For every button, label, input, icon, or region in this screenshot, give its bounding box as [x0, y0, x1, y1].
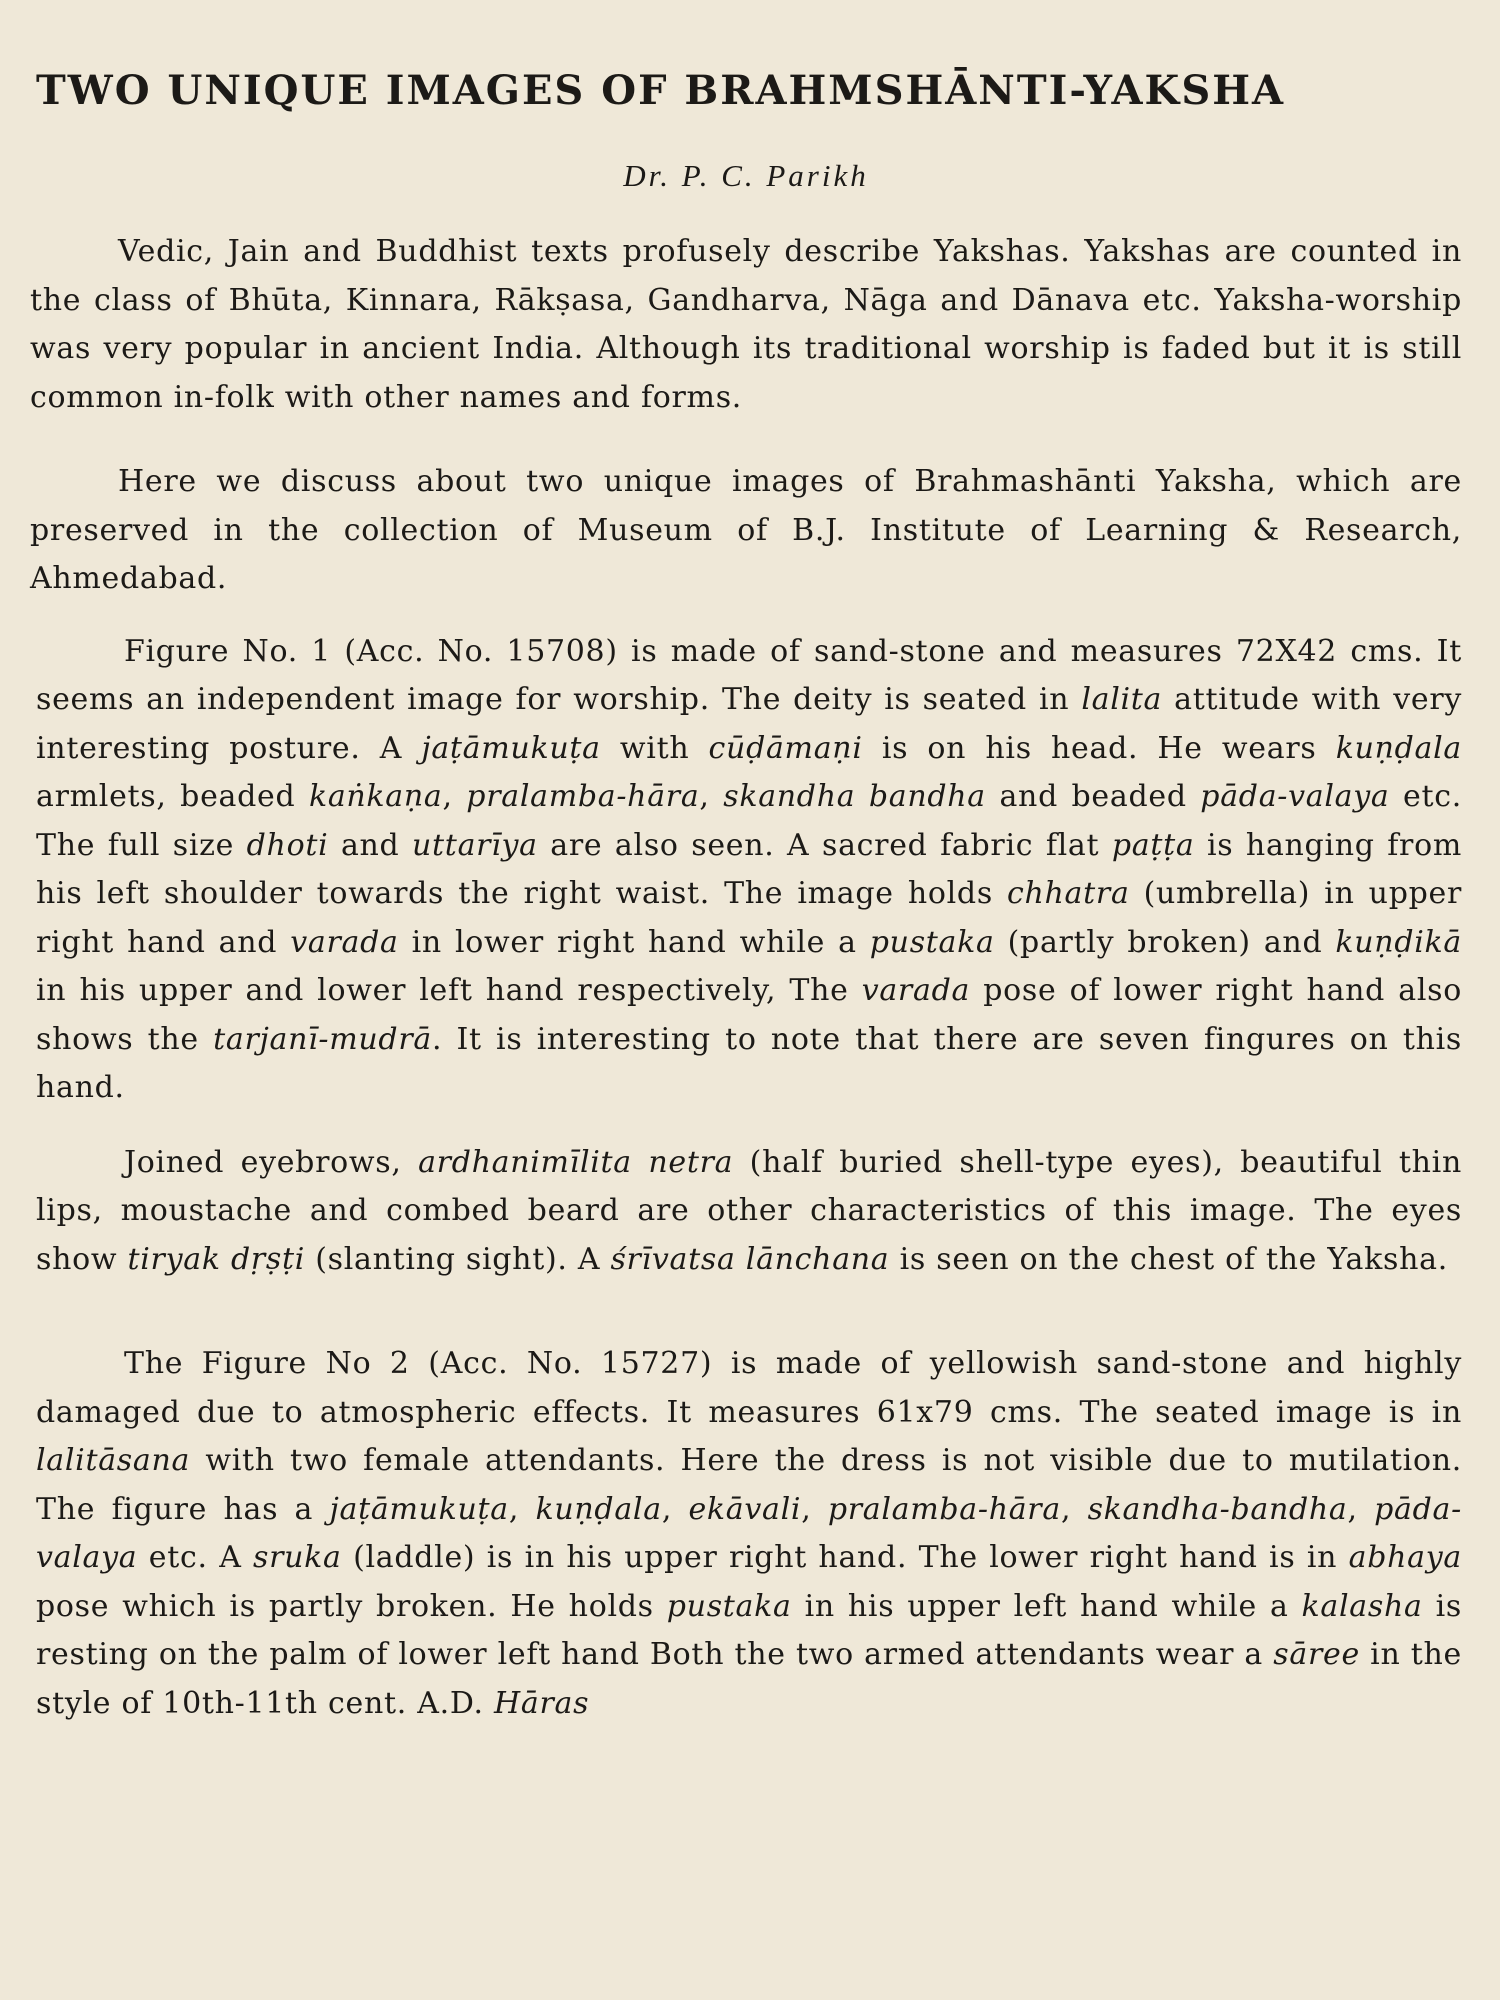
article-title: TWO UNIQUE IMAGES OF BRAHMSHĀNTI-YAKSHA: [36, 67, 1286, 114]
italic-term: paṭṭa: [1111, 827, 1195, 863]
italic-term: varada: [290, 924, 399, 960]
text-run: in the style of 10th-11th cent. A.D.: [36, 1637, 1462, 1721]
text-run: ,: [442, 779, 467, 814]
text-run: (half buried shell-type eyes), beautiful thin lips, moustache and combed beard are other characteristics of this image. The eyes show: [36, 1144, 1462, 1277]
text-run: and beaded: [985, 779, 1201, 814]
text-run: etc. A: [137, 1540, 253, 1575]
text-run: . It is interesting to note that there are seven fingures on this hand.: [36, 1021, 1462, 1105]
text-run: ,: [508, 1491, 536, 1527]
paragraph-discussion: [30, 458, 1462, 604]
text-run: (laddle) is in his upper right hand. The lower right hand is in: [341, 1540, 1349, 1575]
text-run: ,: [1347, 1491, 1375, 1527]
text-run: with: [600, 730, 709, 766]
italic-term: ardhanimīlita netra: [418, 1144, 734, 1180]
text-run: and: [328, 827, 413, 863]
text-run: Vedic, Jain and Buddhist texts profusely describe Yakshas. Yakshas are counted in the class of Bhūta, Kinnara, Rākṣasa, Gandharva, Nāga and Dānava etc. Yaksha-worship was very popular in ancient India. Although its traditional worship is faded but it is still common in-folk with other names and forms.: [30, 234, 1462, 415]
paragraph-intro: [30, 228, 1462, 422]
text-run: are also seen. A sacred fabric flat: [537, 827, 1112, 863]
italic-term: pāda-valaya: [36, 1491, 1462, 1575]
paragraph-figure-2: [30, 1340, 1462, 1728]
text-run: (slanting sight). A: [305, 1241, 611, 1277]
italic-term: cūḍāmaṇi: [708, 730, 863, 766]
text-run: ,: [661, 1491, 689, 1527]
italic-term: tarjanī-mudrā: [213, 1021, 432, 1057]
italic-term: lalita: [1081, 682, 1163, 717]
italic-term: chhatra: [1007, 876, 1130, 911]
italic-term: abhaya: [1348, 1540, 1462, 1575]
italic-term: kalasha: [1301, 1588, 1423, 1624]
text-run: etc. The full size: [36, 779, 1462, 863]
text-run: pose which is partly broken. He holds: [36, 1588, 667, 1624]
text-run: ,: [699, 779, 724, 814]
italic-term: pāda-valaya: [1200, 779, 1390, 814]
italic-term: sāree: [1273, 1637, 1360, 1672]
italic-term: pralamba-hāra: [827, 1491, 1061, 1527]
text-run: ,: [801, 1491, 828, 1527]
italic-term: jaṭāmukuṭa: [421, 730, 601, 766]
italic-term: pustaka: [666, 1588, 792, 1624]
italic-term: kuṇḍala: [1335, 730, 1462, 766]
italic-term: kuṇḍikā: [1335, 924, 1462, 960]
text-run: Here we discuss about two unique images of Brahmashānti Yaksha, which are preserved in the collection of Museum of B.J. Institute of Learning & Research, Ahmedabad.: [30, 464, 1462, 596]
text-run: in his upper and lower left hand respectively, The: [36, 973, 862, 1008]
text-run: (umbrella) in upper right hand and: [36, 876, 1463, 960]
text-run: is resting on the palm of lower left hand Both the two armed attendants wear a: [36, 1588, 1462, 1672]
text-run: armlets, beaded: [36, 779, 309, 814]
italic-term: kaṅkaṇa: [308, 779, 443, 814]
italic-term: jaṭāmukuṭa: [329, 1491, 509, 1527]
paragraph-figure-1: [30, 628, 1462, 1113]
italic-term: pustaka: [869, 924, 995, 960]
text-run: is seen on the chest of the Yaksha.: [889, 1241, 1448, 1277]
italic-term: varada: [861, 973, 971, 1008]
text-run: Joined eyebrows,: [124, 1144, 419, 1180]
italic-term: lalitāsana: [36, 1443, 191, 1478]
italic-term: ekāvali: [688, 1491, 802, 1527]
italic-term: śrīvatsa lānchana: [610, 1241, 890, 1277]
italic-term: pralamba-hāra: [466, 779, 700, 814]
text-run: ,: [1060, 1491, 1088, 1527]
italic-term: Hāras: [494, 1685, 590, 1721]
italic-term: kuṇḍala: [535, 1491, 662, 1527]
text-run: pose of lower right hand also shows the: [36, 973, 1462, 1057]
text-run: is on his head. He wears: [862, 730, 1336, 766]
text-run: attitude with very interesting posture. A: [36, 682, 1463, 766]
text-run: in his upper left hand while a: [791, 1588, 1302, 1624]
text-run: is hanging from his left shoulder towards the right waist. The image holds: [36, 827, 1462, 911]
italic-term: uttarīya: [412, 827, 538, 863]
italic-term: tiryak dṛṣṭi: [127, 1241, 306, 1277]
italic-term: sruka: [253, 1540, 342, 1575]
italic-term: skandha-bandha: [1087, 1491, 1348, 1527]
author-name: Dr. P. C. Parikh: [623, 158, 869, 193]
text-run: The Figure No 2 (Acc. No. 15727) is made of yellowish sand-stone and highly damaged due to atmospheric effects. It measures 61x79 cms. The seated image is in: [36, 1346, 1462, 1430]
text-run: Figure No. 1 (Acc. No. 15708) is made of sand-stone and measures 72X42 cms. It seems an independent image for worship. The deity is seated in: [36, 633, 1462, 717]
text-run: (partly broken) and: [994, 924, 1336, 960]
text-run: with two female attendants. Here the dress is not visible due to mutilation. The figure has a: [36, 1443, 1462, 1527]
italic-term: skandha bandha: [723, 779, 986, 814]
italic-term: dhoti: [246, 827, 329, 863]
paragraph-features: [30, 1139, 1462, 1285]
text-run: in lower right hand while a: [398, 924, 870, 960]
